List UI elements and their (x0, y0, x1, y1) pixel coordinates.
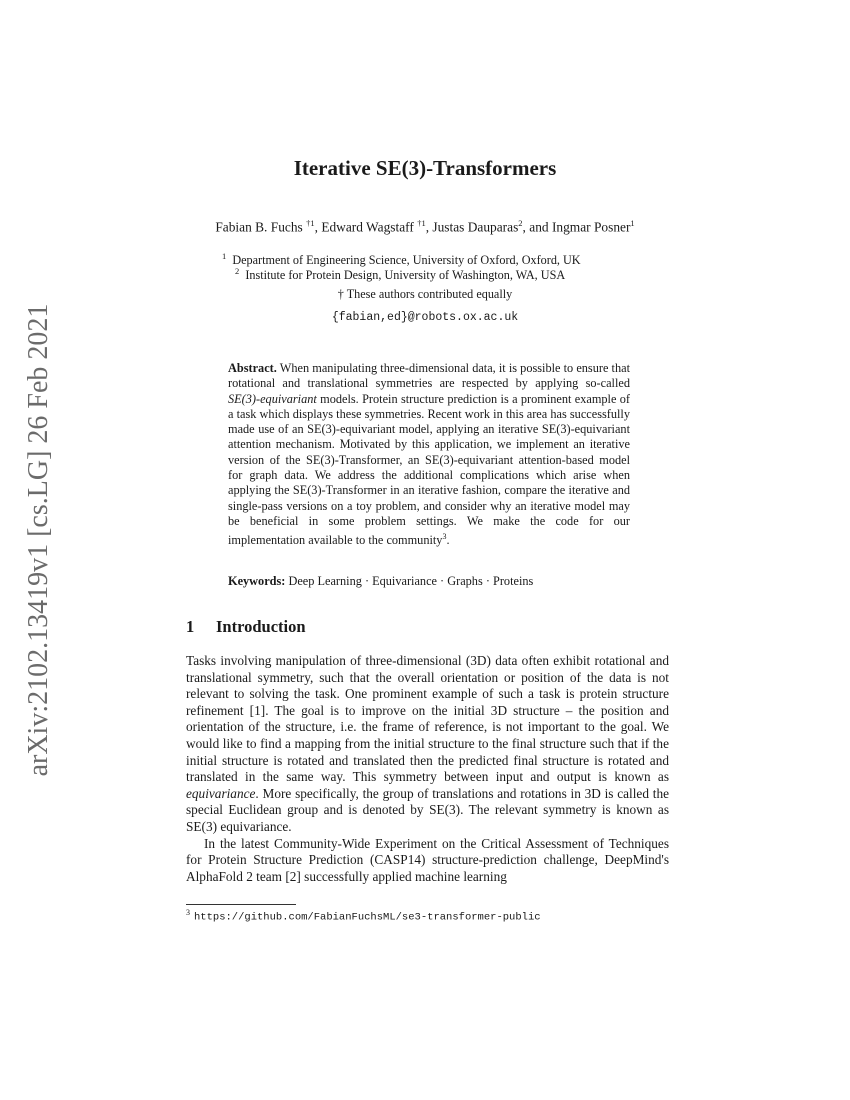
paragraph: Tasks involving manipulation of three-dimensional (3D) data often exhibit rotational and translational symmetry, such that the overall orientation or position of the data is not relevant to solving the task. One prominent example of such a task is protein structure refinement [1]. The goal is to improve on the initial 3D structure – the position and orientation of the structure, i.e. the frame of reference, is not important to the goal. We would like to find a mapping from the initial structure to the final structure such that if the initial structure is rotated and translated then the predicted final structure is rotated and translated in the same way. This symmetry between input and output is known as equivariance. More specifically, the group of translations and rotations in 3D is called the special Euclidean group and is denoted by SE(3). The relevant symmetry is known as SE(3) equivariance. (186, 653, 669, 834)
paragraph: In the latest Community-Wide Experiment on the Critical Assessment of Techniques for Protein Structure Prediction (CASP14) structure-prediction challenge, DeepMind's AlphaFold 2 team [2] successfully applied machine learning (186, 835, 669, 884)
arxiv-side-stamp (18, 300, 60, 780)
author-mark: 2 (518, 218, 523, 228)
author-and: and (529, 219, 549, 235)
footnote-url[interactable]: https://github.com/FabianFuchsML/se3-transformer-public (194, 911, 541, 924)
abstract-label: Abstract. (228, 361, 277, 375)
footnote: $^3$ https://github.com/FabianFuchsML/se3-transformer-public (186, 908, 541, 924)
section-heading (186, 617, 306, 637)
section-number: 1 (186, 617, 195, 636)
introduction-body (186, 653, 669, 885)
contact-email: {fabian,ed}@robots.ox.ac.uk (331, 311, 519, 324)
author-list: Fabian B. Fuchs $^{\dagger 1}$, Edward Wagstaff $^{\dagger 1}$, Justas Dauparas$^2$, and Ingmar Posner$^1$ (215, 218, 635, 235)
author-mark: †1 (417, 218, 426, 228)
section-title: Introduction (216, 617, 306, 636)
author-mark: 1 (630, 218, 635, 228)
abstract: Abstract. When manipulating three-dimensional data, it is possible to ensure that rotational and translational symmetries are respected by applying so-called SE(3)-equivariant models. Protein structure prediction is a prominent example of a task which displays these symmetries. Recent work in this area has successfully made use of an SE(3)-equivariant model, applying an iterative SE(3)-equivariant attention mechanism. Motivated by this application, we implement an iterative version of the SE(3)-Transformer, an SE(3)-equivariant attention-based model for graph data. We address the additional complications which arise when applying the SE(3)-Transformer in an iterative fashion, compare the iterative and single-pass versions on a toy problem, and consider why an iterative model may be beneficial in some problem settings. We make the code for our implementation available to the community$^3$. (228, 361, 631, 548)
keywords (228, 574, 630, 589)
keywords-text: Deep Learning · Equivariance · Graphs · Proteins (288, 574, 534, 588)
author-name: Edward Wagstaff (321, 219, 414, 235)
keywords-label: Keywords: (228, 574, 286, 588)
author-name: Fabian B. Fuchs (215, 219, 303, 235)
affiliation-1: $^1$ Department of Engineering Science, University of Oxford, Oxford, UK (222, 251, 581, 268)
footnote-marker: 3 (442, 532, 447, 542)
affiliation-2: $^2$ Institute for Protein Design, University of Washington, WA, USA (235, 266, 566, 283)
author-name: Ingmar Posner (551, 219, 631, 235)
author-name: Justas Dauparas (432, 219, 519, 235)
arxiv-identifier: arXiv:2102.13419v1 [cs.LG] 26 Feb 2021 (23, 303, 54, 777)
author-mark: †1 (306, 218, 315, 228)
footnote-rule (186, 904, 296, 905)
paper-title: Iterative SE(3)-Transformers (293, 156, 557, 180)
equal-contribution-note: † These authors contributed equally (337, 287, 513, 301)
